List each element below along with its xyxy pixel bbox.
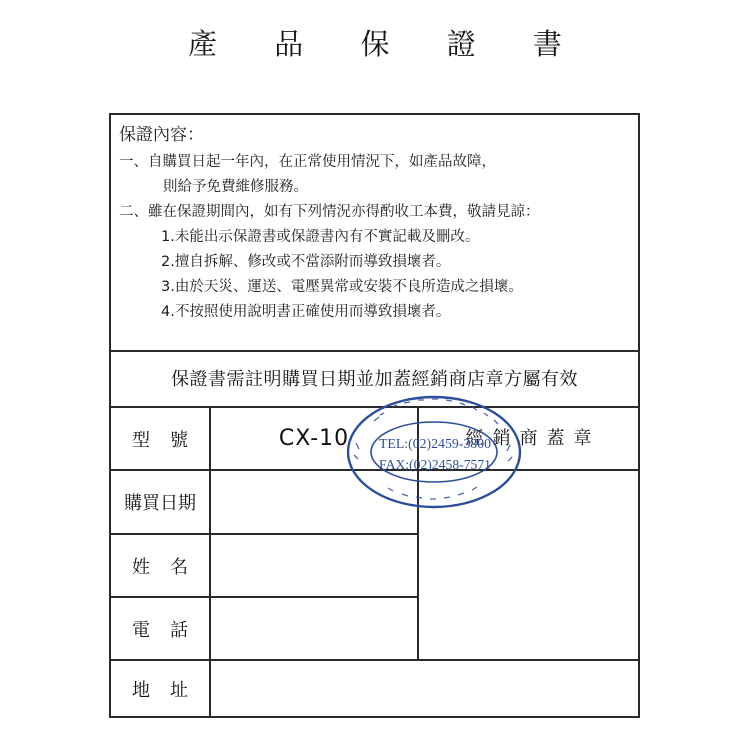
term-exception-3: 3.由於天災、運送、電壓異常或安裝不良所造成之損壞。 xyxy=(161,279,523,295)
stamp-tel: TEL:(02)2459-3800 xyxy=(379,437,491,452)
document-title: 產 品 保 證 書 xyxy=(188,27,586,61)
address-field[interactable] xyxy=(211,661,638,716)
purchase-date-label: 購買日期 xyxy=(124,493,196,514)
warranty-terms xyxy=(119,123,632,325)
address-label: 地址 xyxy=(132,679,208,701)
dealer-stamp xyxy=(344,393,524,511)
stamp-inner-ring xyxy=(371,422,497,482)
dealer-stamp-label: 經銷商蓋章 xyxy=(465,428,601,449)
term-exception-4: 4.不按照使用說明書正確使用而導致損壞者。 xyxy=(161,304,451,320)
name-field[interactable] xyxy=(211,535,417,596)
term-exception-2: 2.擅自拆解、修改或不當添附而導致損壞者。 xyxy=(161,254,451,270)
model-value: CX-10 xyxy=(278,426,350,451)
phone-field[interactable] xyxy=(211,598,417,659)
stamp-outer-ring xyxy=(348,397,520,507)
terms-heading: 保證內容： xyxy=(119,125,204,145)
term-line-3: 二、雖在保證期間內，如有下列情況亦得酌收工本費，敬請見諒： xyxy=(119,204,540,220)
model-label: 型號 xyxy=(132,429,208,451)
stamp-fax: FAX:(02)2458-7571 xyxy=(379,458,491,473)
term-exception-1: 1.未能出示保證書或保證書內有不實記載及刪改。 xyxy=(161,229,480,245)
term-line-1: 一、自購買日起一年內，在正常使用情況下，如產品故障， xyxy=(119,154,496,170)
validity-notice: 保證書需註明購買日期並加蓋經銷商店章方屬有效 xyxy=(171,369,578,390)
name-label: 姓名 xyxy=(132,556,208,578)
phone-label: 電話 xyxy=(132,619,208,641)
term-line-2: 則給予免費維修服務。 xyxy=(163,179,308,195)
